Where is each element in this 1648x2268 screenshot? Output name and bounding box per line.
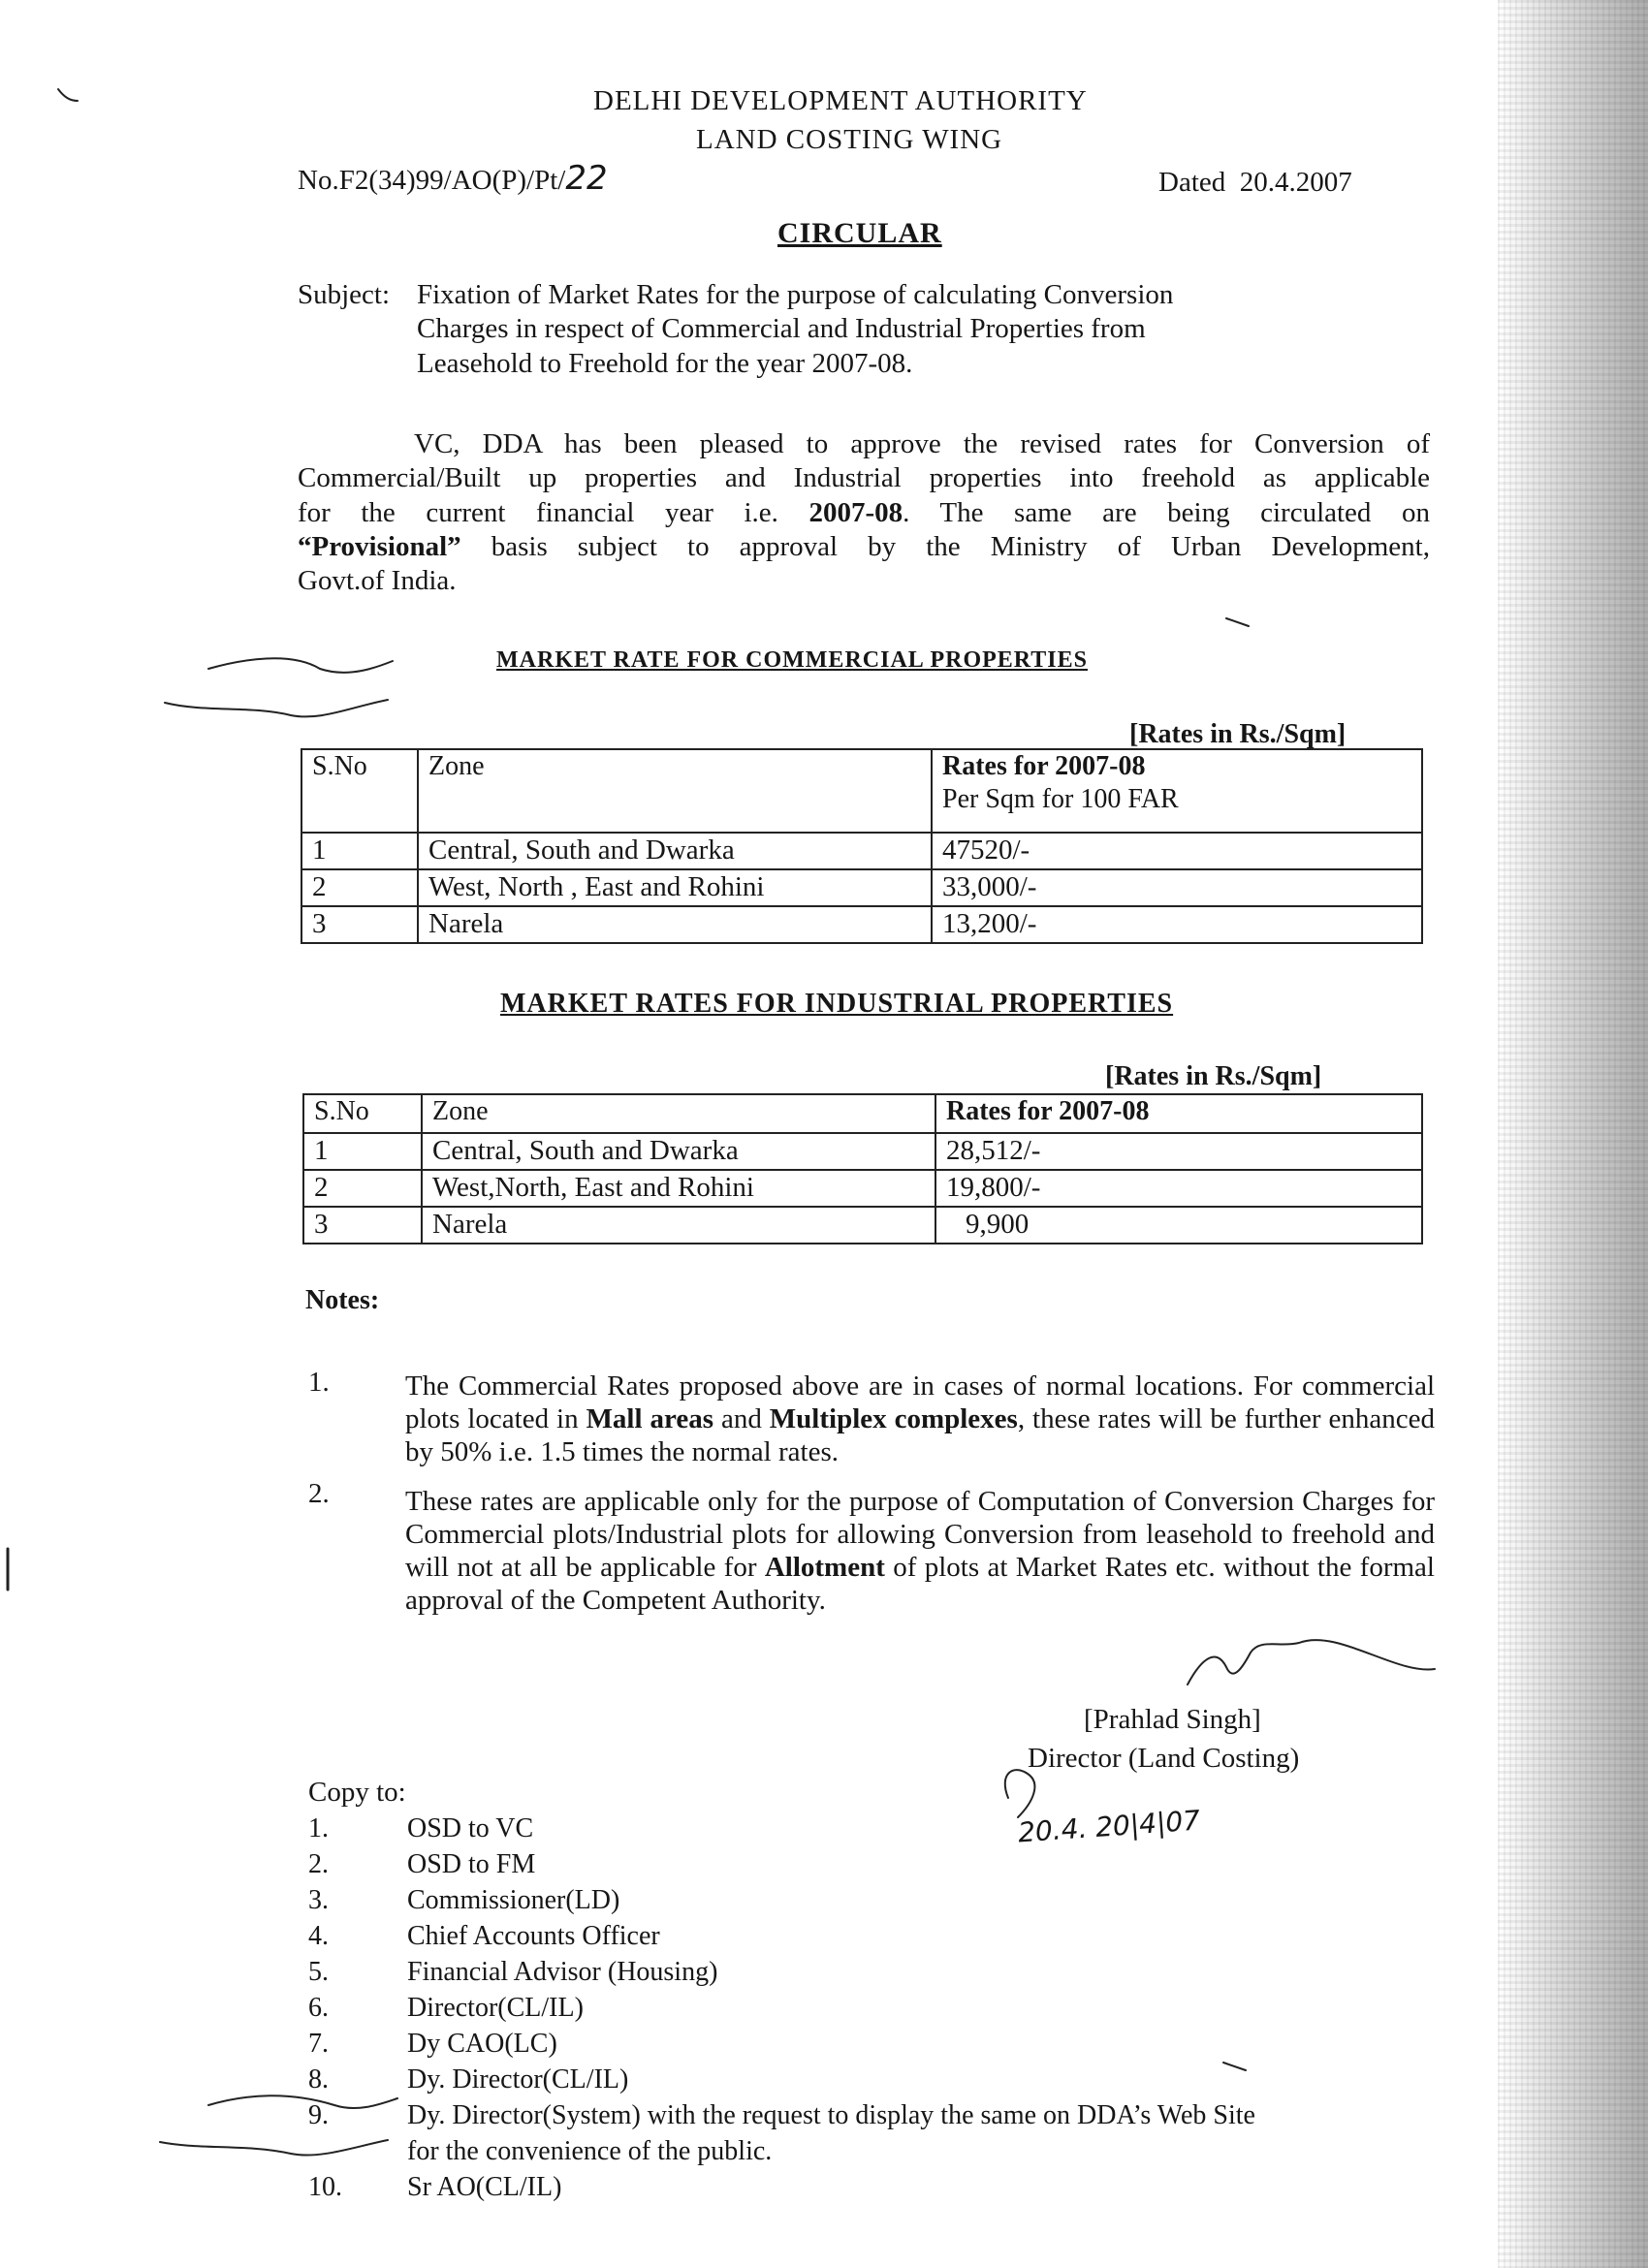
note-1-text-e: , these rates will be further enhanced by 50% i.e. 1.5 times the normal rates. [405,1403,1436,1467]
list-item-number: 9. [308,2100,329,2130]
margin-scribble-bottom-2 [160,2140,388,2156]
list-item-number: 10. [308,2172,342,2202]
list-item: OSD to FM [407,1849,536,1879]
cell-rate: 19,800/- [935,1170,1422,1207]
margin-scribble-bottom [208,2095,397,2108]
copy-to-label: Copy to: [308,1777,406,1808]
notes-label: Notes: [305,1285,380,1315]
cell-sno: 2 [301,869,418,906]
cell-rate: 47520/- [932,833,1422,869]
corner-mark [58,89,78,101]
cell-zone: Central, South and Dwarka [422,1133,935,1170]
intro-provisional: “Provisional” [298,531,461,562]
note-2-text-c: of plots at Market Rates etc. without the formal approval of the Competent Authority. [405,1552,1435,1616]
margin-scribble-top-2 [165,700,388,716]
list-item: Dy CAO(LC) [407,2029,557,2059]
tick-mark [1226,618,1249,626]
col-header-sno: S.No [303,1094,422,1133]
intro-line-2: Commercial/Built up properties and Industrial properties into freehold as applicable [298,462,1430,493]
subject-line-2: Charges in respect of Commercial and Industrial Properties from [417,313,1146,344]
cell-rate: 33,000/- [932,869,1422,906]
org-name: DELHI DEVELOPMENT AUTHORITY [593,85,1088,116]
cell-sno: 1 [301,833,418,869]
list-item: for the convenience of the public. [407,2136,773,2166]
list-item: Dy. Director(System) with the request to display the same on DDA’s Web Site [407,2100,1255,2130]
subject-line-3: Leasehold to Freehold for the year 2007-08. [417,348,913,379]
page-title: CIRCULAR [777,217,942,249]
list-item-number: 8. [308,2064,329,2095]
industrial-unit: [Rates in Rs./Sqm] [1105,1061,1322,1091]
intro-line-4-b: basis subject to approval by the Ministry of Urban Development, [460,531,1430,562]
note-1-text-c: and [713,1403,770,1434]
tick-mark-2 [1223,2063,1246,2070]
commercial-unit: [Rates in Rs./Sqm] [1129,719,1347,749]
cell-sno: 3 [303,1207,422,1244]
cell-sno: 2 [303,1170,422,1207]
note-1-text-a: The Commercial Rates proposed above are in cases of normal locations. For commercial plots located in [405,1370,1435,1434]
subject-line-1: Fixation of Market Rates for the purpose of calculating Conversion [417,279,1174,310]
margin-scribble-top [208,658,393,673]
col-header-zone: Zone [422,1094,935,1133]
intro-line-5: Govt.of India. [298,565,457,596]
signatory-name: [Prahlad Singh] [1084,1704,1261,1735]
col-header-rate: Rates for 2007-08 [935,1094,1422,1133]
signature-stroke [1188,1640,1435,1685]
intro-line-3-c: . The same are being circulated on [903,497,1430,528]
initials-stroke [1005,1770,1035,1817]
wing-name: LAND COSTING WING [696,124,1003,155]
list-item-number: 3. [308,1885,329,1915]
signatory-handwritten-date: 20.4. 20|4|07 [1017,1804,1202,1849]
list-item-number: 2. [308,1849,329,1879]
signatory-designation: Director (Land Costing) [1028,1743,1300,1774]
list-item-number: 7. [308,2029,329,2059]
note-2-number: 2. [308,1478,330,1509]
list-item: Sr AO(CL/IL) [407,2172,562,2202]
cell-sno: 3 [301,906,418,943]
col-header-rate-sub: Per Sqm for 100 FAR [942,784,1179,814]
intro-year: 2007-08 [808,497,903,528]
list-item: Financial Advisor (Housing) [407,1957,718,1987]
list-item: Director(CL/IL) [407,1993,584,2023]
note-1-mall-areas: Mall areas [586,1403,714,1434]
list-item: Chief Accounts Officer [407,1921,660,1951]
list-item-number: 1. [308,1813,329,1843]
cell-zone: West, North , East and Rohini [418,869,932,906]
date-label: Dated [1158,167,1226,198]
industrial-title: MARKET RATES FOR INDUSTRIAL PROPERTIES [500,989,1174,1019]
note-2-text-a: These rates are applicable only for the purpose of Computation of Conversion Charges for Commercial plots/Industrial plots for allowing Conversion from leasehold to freehold and will not at all be applicable for [405,1486,1435,1583]
cell-rate: 28,512/- [935,1133,1422,1170]
list-item-number: 6. [308,1993,329,2023]
reference-number-text: No.F2(34)99/AO(P)/Pt/ [298,165,566,196]
date-value: 20.4.2007 [1239,167,1352,198]
list-item-number: 4. [308,1921,329,1951]
list-item-number: 5. [308,1957,329,1987]
list-item: Dy. Director(CL/IL) [407,2064,629,2095]
reference-handwritten: 22 [565,159,608,198]
list-item: OSD to VC [407,1813,534,1843]
note-2-allotment: Allotment [764,1552,885,1583]
cell-rate: 13,200/- [932,906,1422,943]
col-header-zone: Zone [418,749,932,833]
cell-zone: Narela [418,906,932,943]
cell-sno: 1 [303,1133,422,1170]
note-1-multiplex: Multiplex complexes [769,1403,1018,1434]
subject-label: Subject: [298,279,391,310]
commercial-title: MARKET RATE FOR COMMERCIAL PROPERTIES [496,647,1088,673]
cell-zone: West,North, East and Rohini [422,1170,935,1207]
list-item: Commissioner(LD) [407,1885,620,1915]
cell-zone: Narela [422,1207,935,1244]
cell-zone: Central, South and Dwarka [418,833,932,869]
intro-line-1: VC, DDA has been pleased to approve the revised rates for Conversion of [414,428,1430,459]
col-header-rate-label: Rates for 2007-08 [942,751,1146,781]
col-header-sno: S.No [301,749,418,833]
cell-rate: 9,900 [935,1207,1422,1244]
intro-line-3-a: for the current financial year i.e. [298,497,809,528]
note-1-number: 1. [308,1367,330,1398]
